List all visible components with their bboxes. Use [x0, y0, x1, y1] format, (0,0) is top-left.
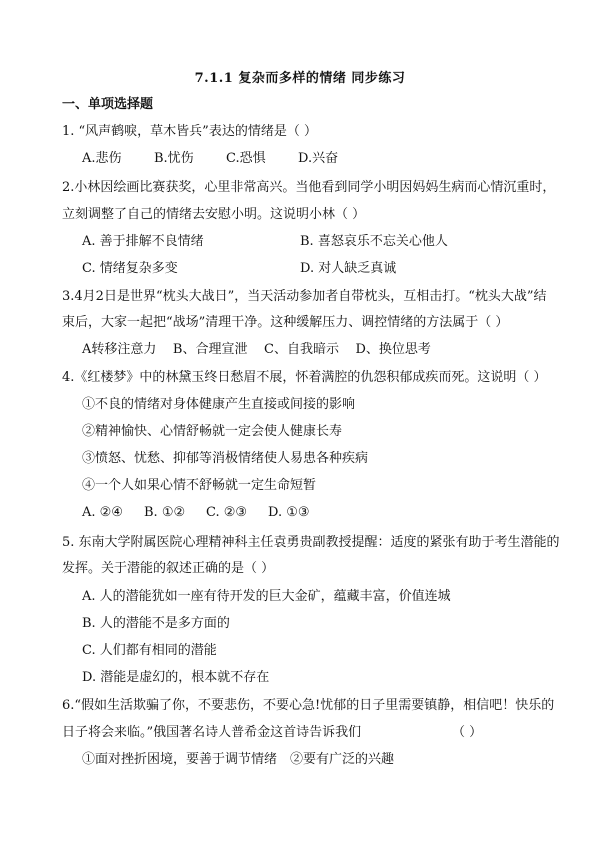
question-6-statements	[82, 752, 394, 768]
q4-option-b: B. ①②	[144, 505, 186, 520]
question-4-options	[82, 505, 330, 521]
question-2-options-row1	[82, 234, 448, 250]
q5-option-d: D. 潜能是虚幻的，根本就不存在	[82, 670, 270, 685]
q2-option-c: C. 情绪复杂多变	[82, 261, 178, 276]
q6-statement-2: ②要有广泛的兴趣	[290, 752, 395, 767]
q2-option-a: A. 善于排解不良情绪	[82, 234, 204, 249]
q4-statement-1: ①不良的情绪对身体健康产生直接或间接的影响	[82, 397, 356, 412]
question-2-stem-line1: 2.小林因绘画比赛获奖，心里非常高兴。当他看到同学小明因妈妈生病而心情沉重时，	[62, 180, 556, 195]
q1-option-d: D.兴奋	[298, 151, 339, 166]
q5-option-a: A. 人的潜能犹如一座有待开发的巨大金矿，蕴藏丰富，价值连城	[82, 589, 451, 604]
question-3-stem-line1: 3.4月2日是世界“枕头大战日”，当天活动参加者自带枕头，互相击打。“枕头大战”结	[62, 289, 547, 304]
q1-option-b: B.忧伤	[154, 151, 194, 166]
document-title: 7.1.1 复杂而多样的情绪 同步练习	[194, 71, 406, 86]
q2-option-b: B. 喜怒哀乐不忘关心他人	[300, 234, 448, 249]
q1-option-a: A.悲伤	[82, 151, 122, 166]
q4-statement-3: ③愤怒、忧愁、抑郁等消极情绪使人易患各种疾病	[82, 451, 369, 466]
question-6-answer-blank: （ ）	[452, 725, 483, 740]
section-heading: 一、单项选择题	[62, 97, 154, 112]
q2-option-d: D. 对人缺乏真诚	[300, 261, 397, 276]
q4-statement-2: ②精神愉快、心情舒畅就一定会使人健康长寿	[82, 424, 343, 439]
q5-option-c: C. 人们都有相同的潜能	[82, 643, 217, 658]
question-1-options	[82, 151, 370, 167]
q4-statement-4: ④一个人如果心情不舒畅就一定生命短暂	[82, 478, 317, 493]
question-3-options: A转移注意力 B、合理宣泄 C、自我暗示 D、换位思考	[82, 342, 431, 357]
question-2-options-row2	[82, 261, 396, 277]
question-6-stem-line2: 日子将会来临。”俄国著名诗人普希金这首诗告诉我们	[62, 725, 362, 740]
question-3-stem-line2: 束后，大家一起把“战场”清理干净。这种缓解压力、调控情绪的方法属于（ ）	[62, 315, 509, 330]
question-5-stem-line1: 5. 东南大学附属医院心理精神科主任袁勇贵副教授提醒：适度的紧张有助于考生潜能的	[62, 535, 560, 550]
question-1-stem: 1. “风声鹤唳，草木皆兵”表达的情绪是（ ）	[62, 124, 317, 139]
q5-option-b: B. 人的潜能不是多方面的	[82, 616, 230, 631]
question-6-stem-line1: 6.“假如生活欺骗了你，不要悲伤，不要心急!忧郁的日子里需要镇静，相信吧！快乐的	[62, 698, 555, 713]
question-4-stem: 4.《红楼梦》中的林黛玉终日愁眉不展，怀着满腔的仇怨积郁成疾而死。这说明（ ）	[62, 370, 547, 385]
q4-option-d: D. ①③	[268, 505, 310, 520]
q1-option-c: C.恐惧	[226, 151, 266, 166]
question-2-stem-line2: 立刻调整了自己的情绪去安慰小明。这说明小林（ ）	[62, 207, 366, 222]
question-5-stem-line2: 发挥。关于潜能的叙述正确的是（ ）	[62, 561, 275, 576]
q4-option-a: A. ②④	[82, 505, 123, 520]
q6-statement-1: ①面对挫折困境，要善于调节情绪	[82, 752, 278, 767]
q4-option-c: C. ②③	[206, 505, 248, 520]
